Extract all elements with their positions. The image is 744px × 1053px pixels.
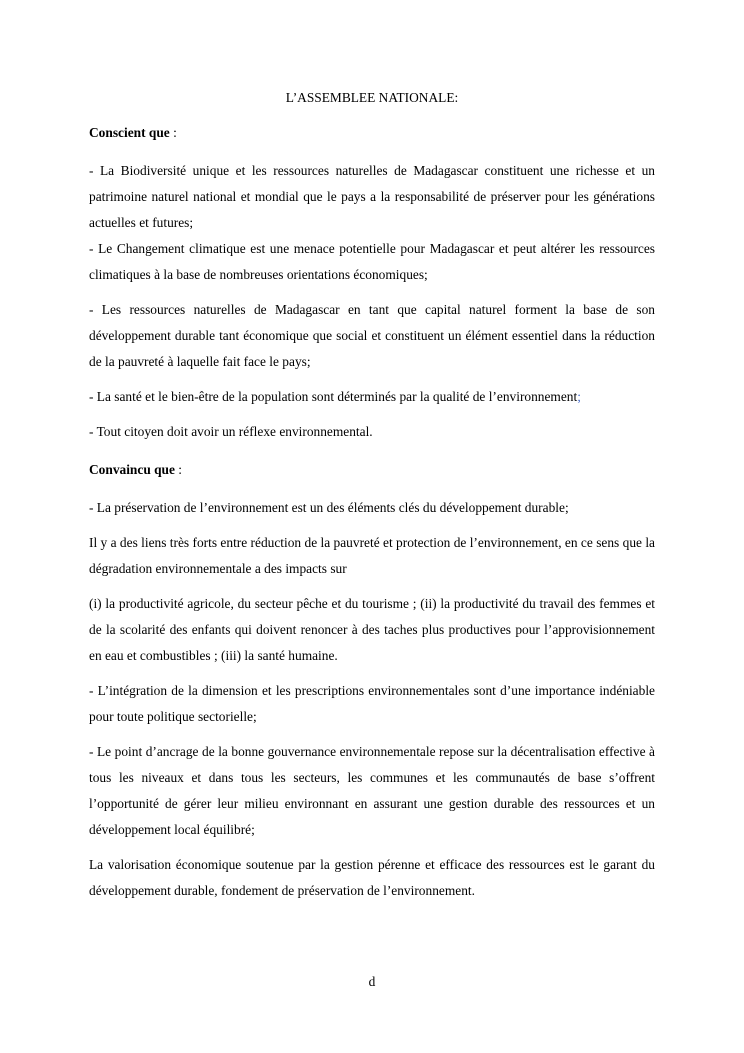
paragraph-sante-end: ;	[577, 389, 581, 404]
heading-suffix: :	[169, 125, 177, 140]
section-heading-convaincu	[89, 460, 655, 480]
section-heading-conscient	[89, 123, 655, 143]
paragraph-sante	[89, 384, 655, 410]
heading-text: Conscient que	[89, 125, 170, 140]
paragraph-preservation: - La préservation de l’environnement est un des éléments clés du développement durable;	[89, 500, 569, 515]
paragraph-valorisation: La valorisation économique soutenue par la gestion pérenne et efficace des ressources est le garant du développement durable, fondement de préservation de l’environnement.	[89, 857, 655, 898]
paragraph-liens-pauvrete: Il y a des liens très forts entre réduction de la pauvreté et protection de l’environnement, en ce sens que la dégradation environnementale a des impacts sur	[89, 535, 655, 576]
paragraph-biodiversite: - La Biodiversité unique et les ressources naturelles de Madagascar constituent une richesse et un patrimoine naturel national et mondial que le pays a la responsabilité de préserver pour les générations actuelles et futures;	[89, 163, 655, 230]
paragraph-ressources-naturelles: - Les ressources naturelles de Madagascar en tant que capital naturel forment la base de son développement durable tant économique que social et constituent un élément essentiel dans la réduction de la pauvreté à laquelle fait face le pays;	[89, 302, 655, 369]
paragraph-productivite: (i) la productivité agricole, du secteur pêche et du tourisme ; (ii) la productivité du travail des femmes et de la scolarité des enfants qui doivent renoncer à des taches plus productives pour l’approvisionnement en eau et combustibles ; (iii) la santé humaine.	[89, 596, 655, 663]
paragraph-changement-climatique: - Le Changement climatique est une menace potentielle pour Madagascar et peut altérer les ressources climatiques à la base de nombreuses orientations économiques;	[89, 241, 655, 282]
page-footer-marker: d	[368, 974, 376, 989]
heading-text: Convaincu que	[89, 462, 175, 477]
paragraph-citoyen: - Tout citoyen doit avoir un réflexe environnemental.	[89, 424, 373, 439]
document-body	[89, 88, 655, 913]
paragraph-integration: - L’intégration de la dimension et les prescriptions environnementales sont d’une importance indéniable pour toute politique sectorielle;	[89, 683, 655, 724]
paragraph-sante-text: - La santé et le bien-être de la population sont déterminés par la qualité de l’environnement	[89, 389, 578, 404]
paragraph-gouvernance: - Le point d’ancrage de la bonne gouvernance environnementale repose sur la décentralisation effective à tous les niveaux et dans tous les secteurs, les communes et les communautés de base s’offrent l’opportunité de gérer leur milieu environnant en assurant une gestion durable des ressources et un développement local équilibré;	[89, 744, 655, 837]
heading-suffix: :	[174, 462, 183, 477]
document-title: L’ASSEMBLEE NATIONALE:	[285, 90, 459, 105]
